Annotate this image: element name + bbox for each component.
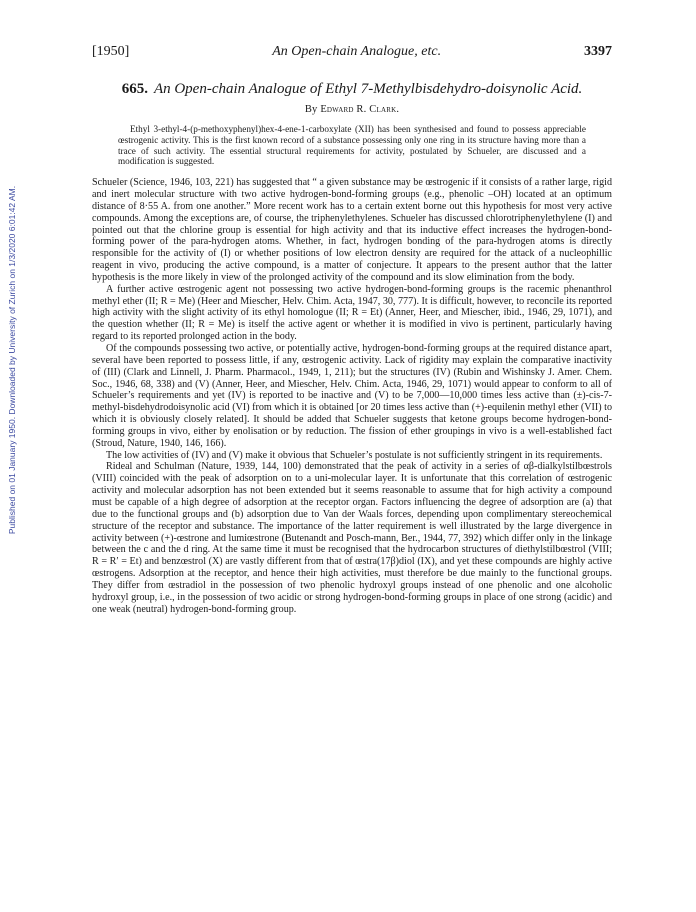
- body-paragraph: Rideal and Schulman (Nature, 1939, 144, 100) demonstrated that the peak of activity in a series of αβ-dialkylstilbœstrols (VIII) coincided with the peak of adsorption on to a uni-molecular layer. It is unfortunate that this correlation of œstrogenic activity and molecular adsorption has not been extended but it seems reasonable to assume that for high activity a compound must be capable of a high degree of adsorption at the receptor organ. Factors influencing the degree of adsorption are (a) that due to the functional groups and (b) adsorption due to Van der Waals forces, depending upon complimentary stereochemical structure of the receptor and substance. The importance of the latter requirement is well illustrated by the large divergence in activity between (+)-œstrone and lumiœstrone (Butenandt and Posch-mann, Ber., 1944, 77, 392) which differ only in the linkage between the c and the d ring. At the same time it must be recognised that the hydrocarbon structures of diethylstilbœstrol (VIII; R = R′ = Et) and benzœstrol (X) are vastly different from that of œstra(17β)diol (IX), and yet these compounds are highly active œstrogens. Adsorption at the receptor, and hence their high activities, must therefore be due mainly to the functional groups. They differ from œstradiol in the possession of two phenolic hydroxyl groups instead of one phenolic and one alcoholic hydroxyl group, i.e., in the possession of two acidic or strong hydrogen-bond-forming groups in place of one strong (acidic) and one weak (neutral) hydrogen-bond-forming group.: [92, 461, 612, 615]
- download-note: Published on 01 January 1950. Downloaded by University of Zurich on 1/3/2020 6:01:42 AM.: [7, 185, 17, 535]
- article-title-text: An Open-chain Analogue of Ethyl 7-Methylbisdehydro-doisynolic Acid.: [153, 81, 583, 97]
- running-header: [92, 44, 612, 60]
- article-title: [102, 80, 602, 98]
- download-watermark: [2, 150, 22, 570]
- abstract-text: Ethyl 3-ethyl-4-(p-methoxyphenyl)hex-4-ene-1-carboxylate (XII) has been synthesised and found to possess appreciable œstrogenic activity. This is the first known record of a substance possessing only one ring in its structure having more than a trace of such activity. The essential structural requirements for activity, postulated by Schueler, are discussed and a modification is suggested.: [118, 124, 586, 167]
- page-number: 3397: [583, 44, 612, 59]
- byline-by: By: [304, 104, 318, 115]
- body-paragraph: The low activities of (IV) and (V) make it obvious that Schueler’s postulate is not sufficiently stringent in its requirements.: [106, 449, 603, 461]
- article-body: [92, 177, 612, 615]
- body-paragraph: Schueler (Science, 1946, 103, 221) has suggested that “ a given substance may be œstrogenic if it consists of a rather large, rigid and inert molecular structure with two active hydrogen-bond-forming groups (e.g., phenolic –OH) located at an optimum distance of 8·55 A. from one another.” More recent work has to a certain extent borne out this hypothesis for most very active compounds. Among the exceptions are, of course, the triphenylethylenes. Schueler has discussed chlorotriphenylethylene (I) and pointed out that the chlorine group is essential for high activity and that its inductive effect increases the hydrogen-bond-forming power of the para-hydrogen atoms. Whether, in fact, hydrogen bonding of the para-hydrogen atoms is directly responsible for the activity of (I) or whether positions of low electron density are required for the attack of a nucleophillic reagent in vivo, producing the active compound, is a matter of conjecture. It appears to the present author that the latter hypothesis is the more likely in view of the prolonged activity of the compound and its slow elimination from the body.: [92, 177, 612, 283]
- abstract: [118, 124, 586, 167]
- running-title: An Open-chain Analogue, etc.: [272, 44, 442, 59]
- author-name: Edward R. Clark.: [320, 104, 400, 115]
- journal-page: [92, 44, 612, 615]
- year: [1950]: [92, 44, 130, 59]
- body-paragraph: Of the compounds possessing two active, or potentially active, hydrogen-bond-forming groups at the required distance apart, several have been reported to possess little, if any, œstrogenic activity. Lack of rigidity may explain the comparative inactivity of (III) (Clark and Linnell, J. Pharm. Pharmacol., 1949, 1, 211); but the structures (IV) (Rubin and Wishinsky J. Amer. Chem. Soc., 1946, 68, 338) and (V) (Anner, Heer, and Miescher, Helv. Chim. Acta, 1946, 29, 1071) would appear to conform to all of Schueler’s requirements and yet (IV) is reported to be inactive and (V) to be 7,000—10,000 times less active than (±)-cis-7-methyl-bisdehydrodoisynolic acid (VI) from which it is obtained [or 20 times less active than (+)-equilenin methyl ether (VII) to which it is obviously closely related]. It should be added that Schueler suggests that ketone groups become hydrogen-bond-forming groups in vivo, either by enolisation or by reduction. The fission of ether groupings in vivo is a well-established fact (Stroud, Nature, 1940, 146, 166).: [92, 343, 612, 449]
- article-number: 665.: [121, 81, 148, 97]
- byline: [92, 104, 612, 115]
- body-paragraph: A further active œstrogenic agent not possessing two active hydrogen-bond-forming groups is the racemic phenanthrol methyl ether (II; R = Me) (Heer and Miescher, Helv. Chim. Acta, 1947, 30, 777). It is difficult, however, to reconcile its reported high activity with the slight activity of its ethyl homologue (II; R = Et) (Anner, Heer, and Miescher, ibid., 1946, 29, 1071), and the question whether (II; R = Me) is itself the active agent or whether it is modified in vivo is pertinent, particularly having regard to its reported prolonged action in the body.: [92, 283, 612, 343]
